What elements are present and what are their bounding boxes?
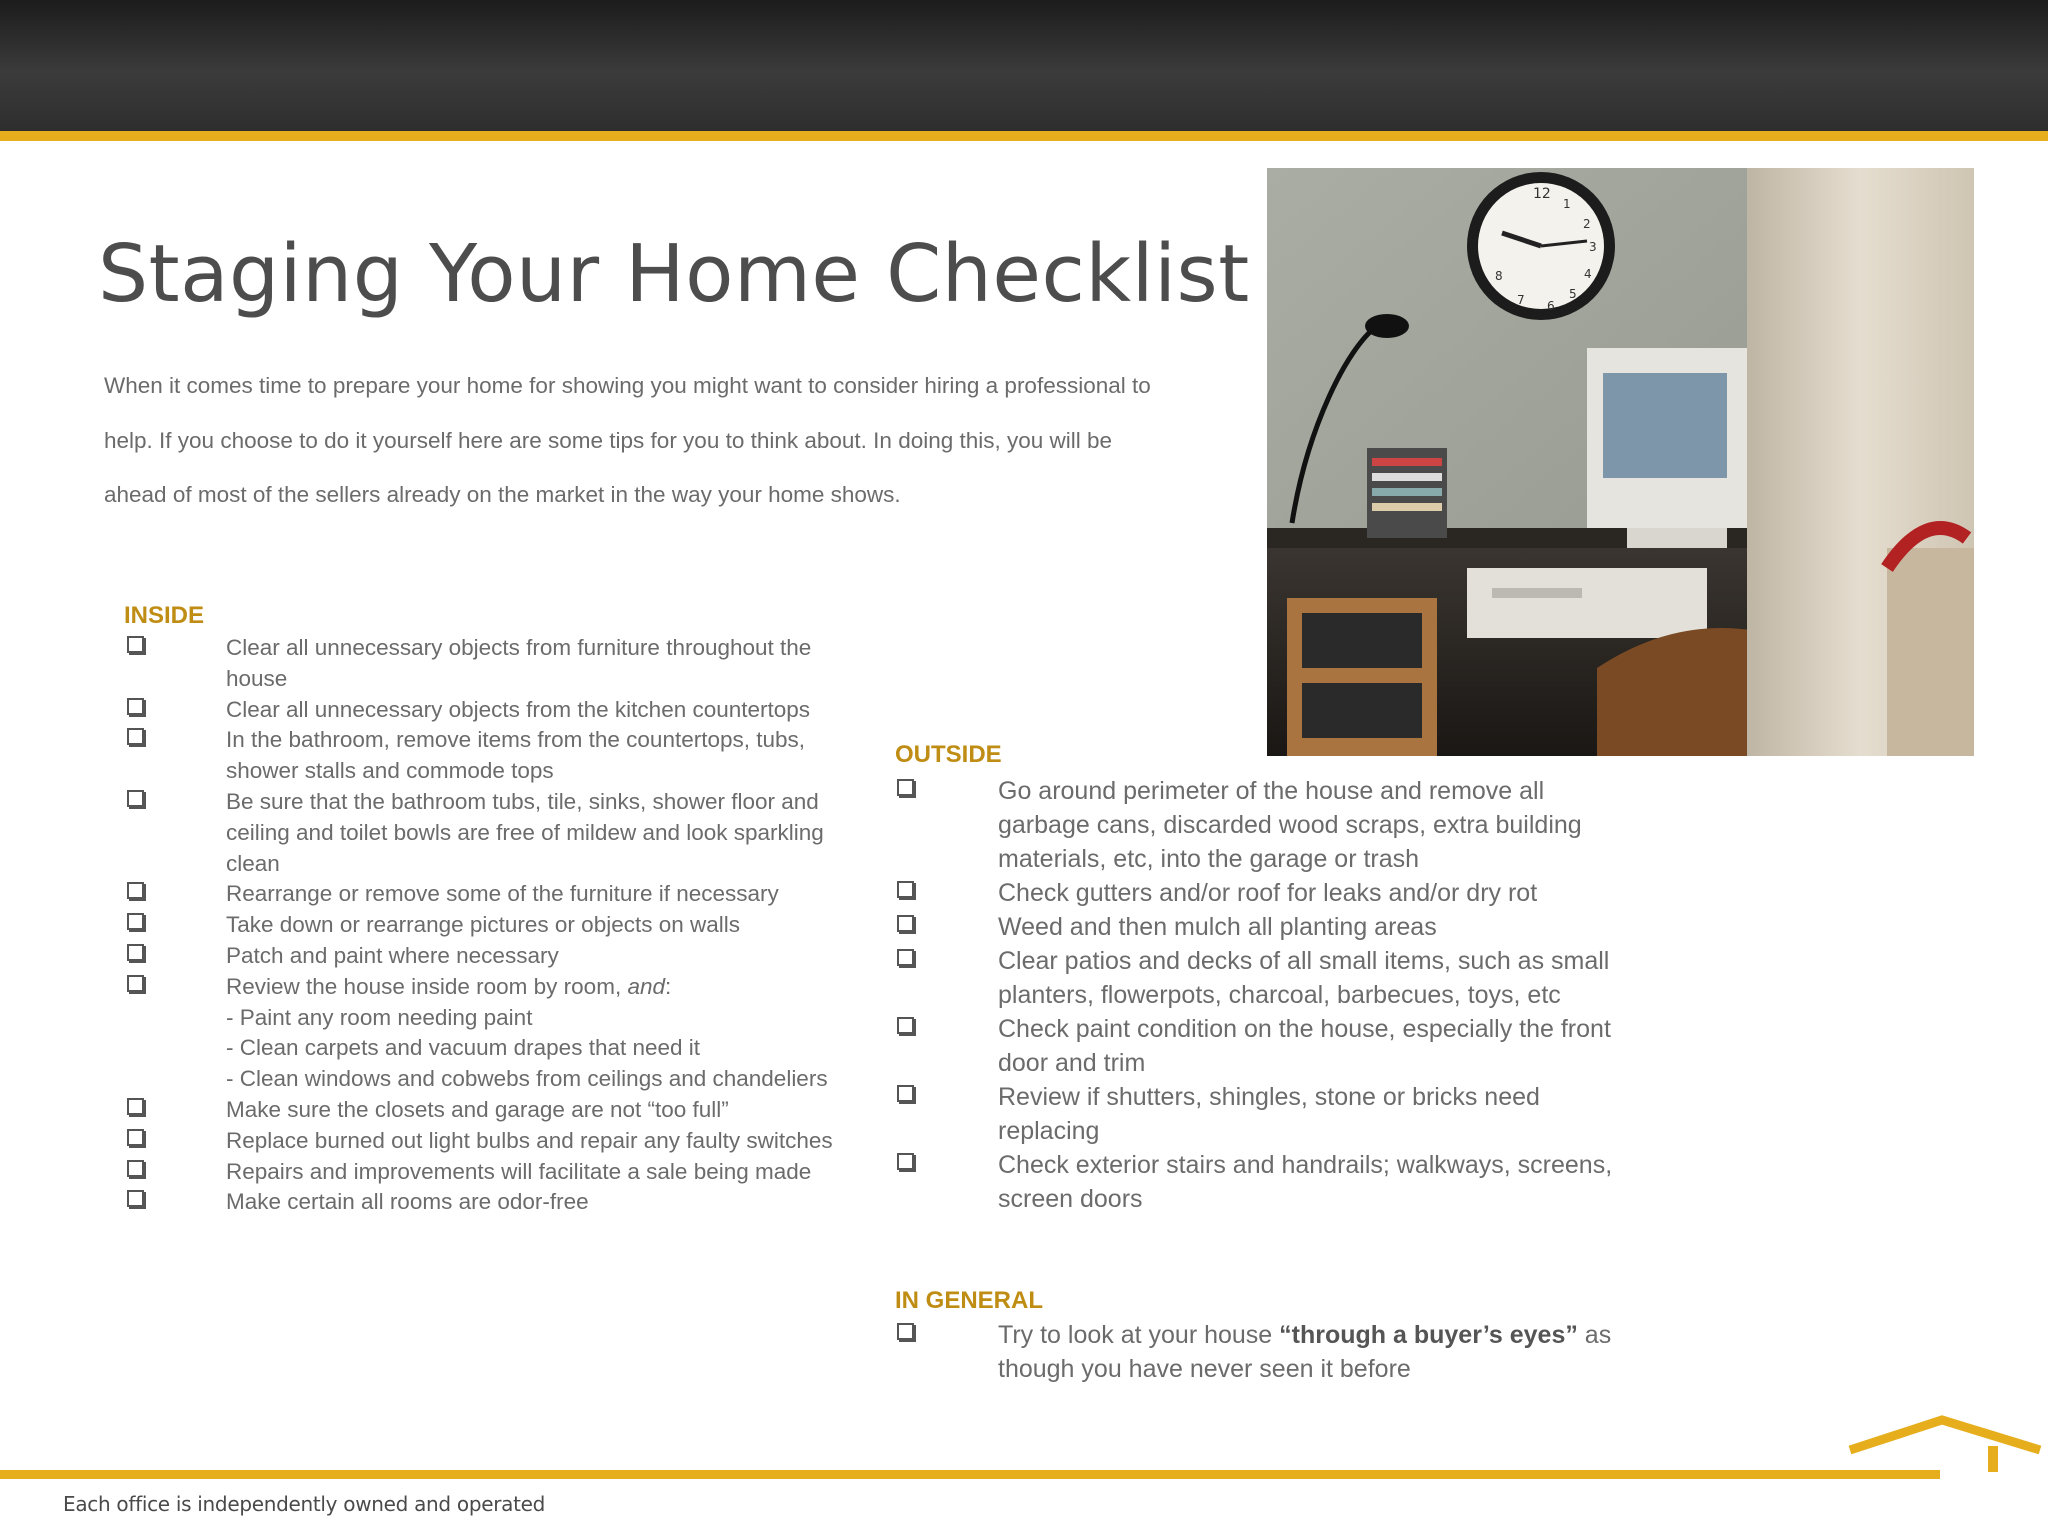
checkbox-icon[interactable] [127, 913, 144, 930]
page-title: Staging Your Home Checklist [98, 228, 1250, 320]
general-checklist [897, 1318, 1637, 1386]
review-subitem: - Clean windows and cobwebs from ceilings and chandeliers [226, 1066, 828, 1092]
clock-numeral: 12 [1533, 186, 1551, 202]
clock-numeral: 1 [1563, 197, 1571, 211]
checkbox-icon[interactable] [897, 915, 914, 932]
list-item [127, 1126, 867, 1157]
checkbox-icon[interactable] [897, 1017, 914, 1034]
checkbox-icon[interactable] [897, 949, 914, 966]
clock-numeral: 4 [1584, 267, 1592, 281]
checkbox-icon[interactable] [127, 1098, 144, 1115]
list-item [897, 1148, 1637, 1216]
checkbox-icon[interactable] [897, 881, 914, 898]
clock-icon [1467, 172, 1615, 320]
list-item-text: Clear all unnecessary objects from furniture throughout the house [226, 635, 812, 691]
list-item-text: Make certain all rooms are odor-free [226, 1189, 589, 1215]
list-item [127, 633, 867, 695]
review-colon: : [665, 973, 672, 999]
list-item-text: Check gutters and/or roof for leaks and/or dry rot [998, 879, 1538, 907]
clock-numeral: 3 [1589, 240, 1597, 254]
list-item-text: Clear patios and decks of all small items, such as small planters, flowerpots, charcoal, barbecues, toys, etc [998, 947, 1610, 1009]
list-item-text: Replace burned out light bulbs and repair any faulty switches [226, 1127, 833, 1153]
list-item-text: Be sure that the bathroom tubs, tile, sinks, shower floor and ceiling and toilet bowls are free of mildew and look sparkling clean [226, 788, 824, 876]
outside-checklist [897, 774, 1637, 1216]
list-item [897, 910, 1637, 944]
list-item-text: Rearrange or remove some of the furniture if necessary [226, 881, 779, 907]
list-item [897, 944, 1637, 1012]
review-lead: Review the house inside room by room, [226, 973, 628, 999]
footer-accent-line [0, 1470, 1940, 1479]
list-item-text: Check exterior stairs and handrails; walkways, screens, screen doors [998, 1151, 1613, 1213]
list-item [127, 1157, 867, 1188]
checkbox-icon[interactable] [897, 779, 914, 796]
list-item-text: Patch and paint where necessary [226, 942, 559, 968]
list-item [127, 1095, 867, 1126]
checkbox-icon[interactable] [127, 728, 144, 745]
checkbox-icon[interactable] [127, 636, 144, 653]
list-item-text: Weed and then mulch all planting areas [998, 913, 1437, 941]
list-item [897, 774, 1637, 876]
list-item-text: In the bathroom, remove items from the countertops, tubs, shower stalls and commode tops [226, 727, 806, 784]
header-bar [0, 0, 2048, 131]
clock-numeral: 6 [1547, 299, 1555, 313]
list-item [127, 972, 867, 1095]
home-office-photo [1267, 168, 1974, 756]
list-item [127, 725, 867, 787]
checkbox-icon[interactable] [127, 882, 144, 899]
list-item-text: Check paint condition on the house, especially the front door and trim [998, 1015, 1611, 1077]
checkbox-icon[interactable] [127, 1129, 144, 1146]
checkbox-icon[interactable] [127, 1190, 144, 1207]
general-text-before: Try to look at your house [998, 1321, 1280, 1349]
inside-checklist [127, 633, 867, 1218]
checkbox-icon[interactable] [897, 1323, 914, 1340]
list-item-text: Make sure the closets and garage are not “too full” [226, 1096, 729, 1122]
list-item [127, 1187, 867, 1218]
checkbox-icon[interactable] [897, 1153, 914, 1170]
checkbox-icon[interactable] [127, 944, 144, 961]
review-emphasis: and [627, 973, 665, 999]
inside-heading: INSIDE [124, 602, 205, 629]
clock-numeral: 5 [1569, 287, 1577, 301]
list-item [897, 876, 1637, 910]
checkbox-icon[interactable] [127, 698, 144, 715]
list-item-text: Clear all unnecessary objects from the kitchen countertops [226, 696, 811, 722]
checkbox-icon[interactable] [127, 975, 144, 992]
footer-disclaimer: Each office is independently owned and operated [63, 1492, 546, 1516]
general-text-bold: “through a buyer’s eyes” [1279, 1321, 1578, 1349]
list-item-text: Take down or rearrange pictures or objects on walls [226, 912, 741, 938]
clock-numeral: 8 [1495, 269, 1503, 283]
list-item-text: Review if shutters, shingles, stone or bricks need replacing [998, 1083, 1540, 1145]
list-item-text: Go around perimeter of the house and remove all garbage cans, discarded wood scraps, extra building materials, etc, into the garage or trash [998, 777, 1582, 873]
clock-numeral: 2 [1583, 217, 1591, 231]
outside-heading: OUTSIDE [895, 741, 1002, 768]
house-logo-icon [1840, 1410, 2048, 1485]
list-item-text: Repairs and improvements will facilitate a sale being made [226, 1158, 812, 1184]
list-item [897, 1318, 1637, 1386]
list-item [127, 941, 867, 972]
clock-numeral: 7 [1517, 293, 1525, 307]
review-subitem: - Paint any room needing paint [226, 1004, 533, 1030]
list-item [897, 1080, 1637, 1148]
checkbox-icon[interactable] [127, 1160, 144, 1177]
checkbox-icon[interactable] [897, 1085, 914, 1102]
checkbox-icon[interactable] [127, 790, 144, 807]
review-subitem: - Clean carpets and vacuum drapes that need it [226, 1035, 701, 1061]
list-item [127, 787, 867, 879]
list-item [127, 879, 867, 910]
general-heading: IN GENERAL [895, 1287, 1044, 1314]
general-text-after: as though you have never seen it before [998, 1321, 1612, 1383]
header-accent-stripe [0, 131, 2048, 141]
intro-paragraph: When it comes time to prepare your home for showing you might want to consider hiring a professional to help. If you choose to do it yourself here are some tips for you to think about. In doing this, you will be ahead of most of the sellers already on the market in the way your home shows. [104, 373, 1151, 508]
list-item [897, 1012, 1637, 1080]
list-item [127, 910, 867, 941]
list-item [127, 695, 867, 726]
